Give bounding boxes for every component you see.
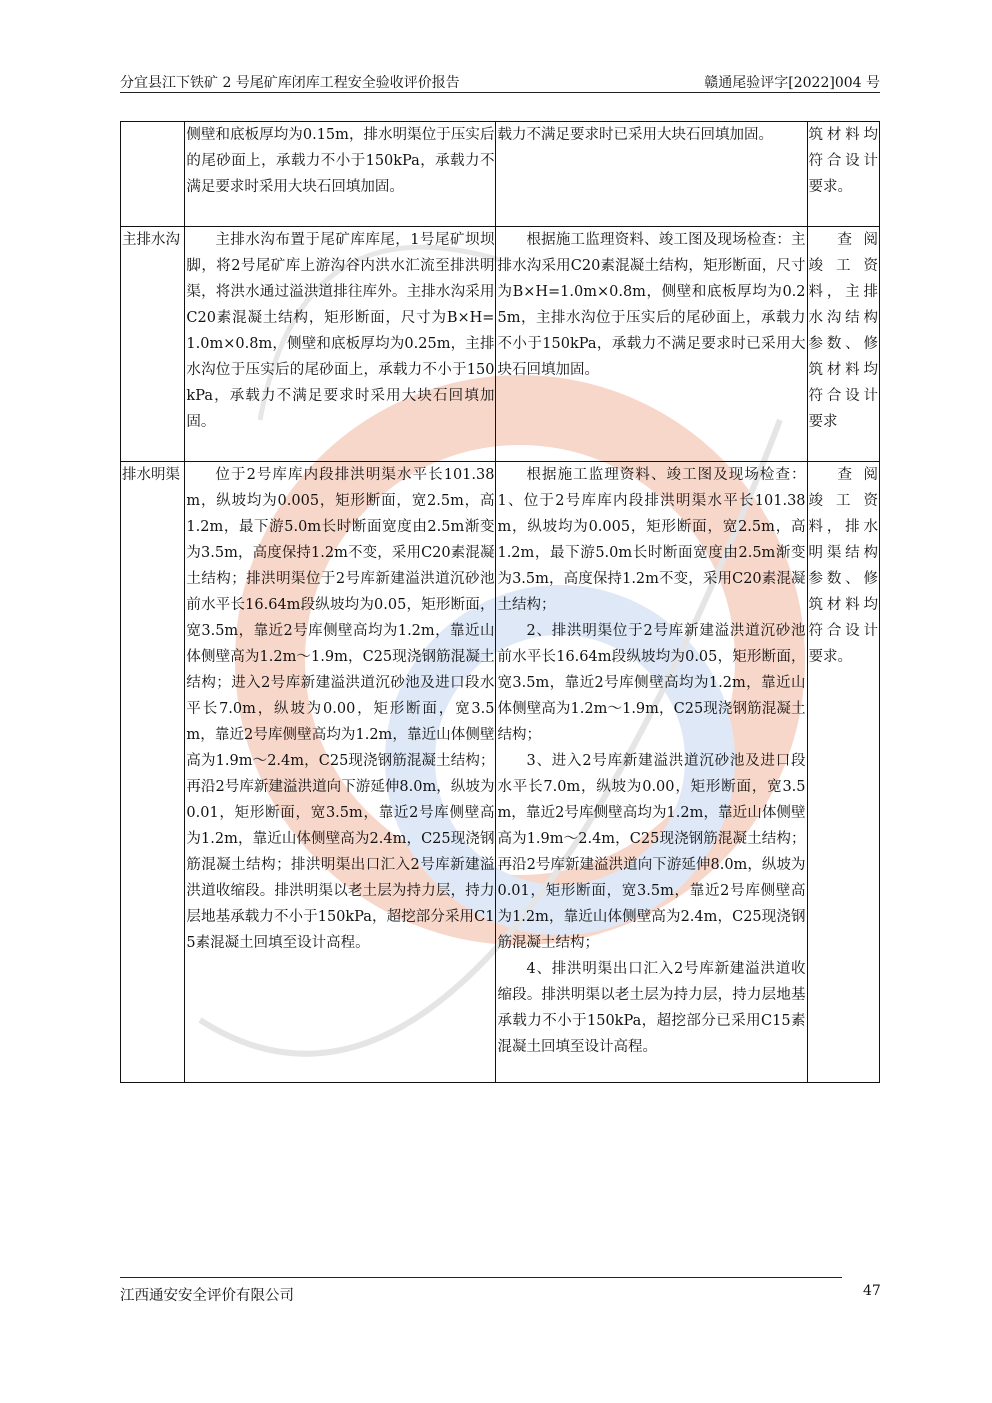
design-cell bbox=[185, 462, 496, 1083]
actual-text: 4、排洪明渠出口汇入2号库新建溢洪道收缩段。排洪明渠以老土层为持力层，持力层地基承载力不小于150kPa，超挖部分已采用C15素混凝土回填至设计高程。 bbox=[497, 961, 806, 1055]
item-cell: 排水明渠 bbox=[121, 462, 185, 1083]
design-text: 主排水沟布置于尾矿库库尾，1号尾矿坝坝脚，将2号尾矿库上游沟谷内洪水汇流至排洪明渠，将洪水通过溢洪道排往库外。主排水沟采用C20素混凝土结构，矩形断面，尺寸为B×H=1.0m×0.8m，侧壁和底板厚均为0.25m，主排水沟位于压实后的尾砂面上，承载力不小于150kPa，承载力不满足要求时采用大块石回填加固。 bbox=[186, 232, 495, 430]
design-text: 位于2号库库内段排洪明渠水平长101.38m，纵坡均为0.005，矩形断面，宽2.5m，高1.2m，最下游5.0m长时断面宽度由2.5m渐变为3.5m，高度保持1.2m不变，采用C20素混凝土结构；排洪明渠位于2号库新建溢洪道沉砂池前水平长16.64m段纵坡均为0.05，矩形断面，宽3.5m，靠近2号库侧壁高均为1.2m，靠近山体侧壁高为1.2m～1.9m，C25现浇钢筋混凝土结构；进入2号库新建溢洪道沉砂池及进口段水平长7.0m，纵坡为0.00，矩形断面，宽3.5m，靠近2号库侧壁高均为1.2m，靠近山体侧壁高为1.9m～2.4m，C25现浇钢筋混凝土结构；再沿2号库新建溢洪道向下游延伸8.0m，纵坡为0.01，矩形断面，宽3.5m，靠近2号库侧壁高为1.2m，靠近山体侧壁高为2.4m，C25现浇钢筋混凝土结构；排洪明渠出口汇入2号库新建溢洪道收缩段。排洪明渠以老土层为持力层，持力层地基承载力不小于150kPa，超挖部分采用C15素混凝土回填至设计高程。 bbox=[186, 467, 495, 951]
inspection-table bbox=[120, 121, 880, 1083]
result-cell bbox=[807, 227, 879, 462]
actual-text: 3、进入2号库新建溢洪道沉砂池及进口段水平长7.0m，纵坡为0.00，矩形断面，宽3.5m，靠近2号库侧壁高均为1.2m，靠近山体侧壁高为1.9m～2.4m，C25现浇钢筋混凝土结构；再沿2号库新建溢洪道向下游延伸8.0m，纵坡为0.01，矩形断面，宽3.5m，靠近2号库侧壁高为1.2m，靠近山体侧壁高为2.4m，C25现浇钢筋混凝土结构； bbox=[497, 753, 806, 951]
table-row bbox=[121, 462, 880, 1083]
result-cell bbox=[807, 462, 879, 1083]
item-cell: 主排水沟 bbox=[121, 227, 185, 462]
design-text: 侧壁和底板厚均为0.15m，排水明渠位于压实后的尾砂面上，承载力不小于150kPa，承载力不满足要求时采用大块石回填加固。 bbox=[186, 127, 495, 195]
actual-cell bbox=[496, 122, 807, 227]
footer-company: 江西通安安全评价有限公司 bbox=[120, 1288, 294, 1304]
page-number: 47 bbox=[863, 1283, 881, 1299]
actual-text: 根据施工监理资料、竣工图及现场检查：1、位于2号库库内段排洪明渠水平长101.38m，纵坡均为0.005，矩形断面，宽2.5m，高1.2m，最下游5.0m长时断面宽度由2.5m渐变为3.5m，高度保持1.2m不变，采用C20素混凝土结构； bbox=[497, 467, 806, 613]
actual-cell bbox=[496, 227, 807, 462]
result-text: 查阅竣工资料，主排水沟结构参数、修筑材料均符合设计要求 bbox=[808, 232, 878, 430]
document-number: 赣通尾验评字[2022]004 号 bbox=[704, 75, 880, 91]
table-row bbox=[121, 227, 880, 462]
actual-text: 载力不满足要求时已采用大块石回填加固。 bbox=[497, 127, 773, 143]
page-header bbox=[120, 70, 880, 93]
item-cell bbox=[121, 122, 185, 227]
page-footer bbox=[120, 1277, 842, 1308]
report-title: 分宜县江下铁矿 2 号尾矿库闭库工程安全验收评价报告 bbox=[120, 75, 460, 91]
design-cell bbox=[185, 122, 496, 227]
result-cell: 筑材料均符合设计要求。 bbox=[807, 122, 879, 227]
actual-cell bbox=[496, 462, 807, 1083]
actual-text: 2、排洪明渠位于2号库新建溢洪道沉砂池前水平长16.64m段纵坡均为0.05，矩形断面，宽3.5m，靠近2号库侧壁高均为1.2m，靠近山体侧壁高为1.2m～1.9m，C25现浇钢筋混凝土结构； bbox=[497, 623, 806, 743]
result-text: 查阅竣工资料，排水明渠结构参数、修筑材料均符合设计要求。 bbox=[808, 467, 878, 665]
design-cell bbox=[185, 227, 496, 462]
actual-text: 根据施工监理资料、竣工图及现场检查：主排水沟采用C20素混凝土结构，矩形断面，尺寸为B×H=1.0m×0.8m，侧壁和底板厚均为0.25m，主排水沟位于压实后的尾砂面上，承载力不小于150kPa，承载力不满足要求时已采用大块石回填加固。 bbox=[497, 232, 806, 378]
table-row bbox=[121, 122, 880, 227]
